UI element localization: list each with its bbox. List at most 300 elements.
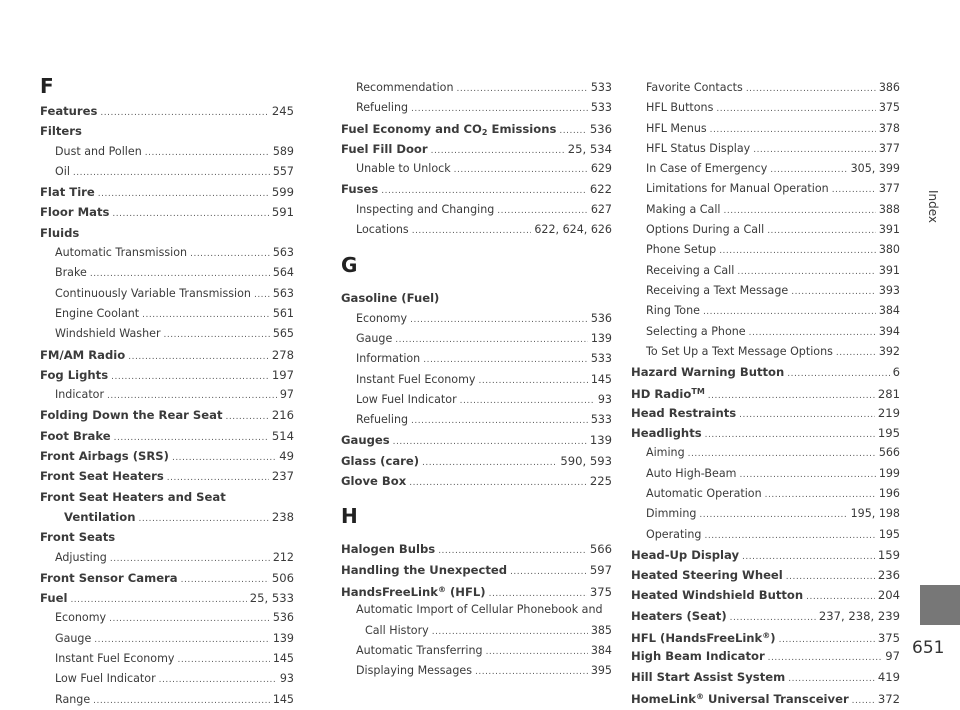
index-entry (40, 405, 294, 425)
leader-dots (753, 140, 876, 159)
entry-name: Auto High-Beam (646, 466, 737, 480)
entry-name: Favorite Contacts (646, 81, 743, 94)
leader-dots (422, 453, 557, 471)
leader-dots (806, 587, 875, 605)
index-subentry (341, 621, 612, 641)
page-reference: 384 (590, 643, 612, 657)
leader-dots (730, 608, 816, 626)
page-reference: 204 (877, 588, 900, 603)
leader-dots (90, 264, 270, 283)
entry-name: Windshield Washer (55, 327, 161, 341)
entry-name: HFL Status Display (646, 141, 751, 155)
leader-dots (409, 473, 587, 491)
entry-name: Limitations for Manual Operation (646, 182, 829, 196)
page-reference: 391 (878, 223, 900, 237)
index-tab-marker (920, 585, 960, 625)
index-entry (341, 471, 612, 491)
leader-dots (456, 79, 587, 98)
index-subentry (341, 390, 612, 410)
page-reference: 195 (878, 527, 900, 541)
leader-dots (107, 386, 277, 405)
index-entry (631, 362, 900, 382)
leader-dots (559, 121, 586, 139)
page-reference: 372 (877, 691, 900, 706)
leader-dots (431, 141, 565, 159)
index-entry (341, 430, 612, 450)
leader-dots (114, 428, 269, 446)
page-reference: 627 (590, 202, 612, 216)
index-entry (341, 179, 612, 199)
leader-dots (111, 367, 269, 385)
page-reference: 236 (877, 568, 900, 583)
leader-dots (724, 201, 876, 220)
entry-name: Heated Windshield Button (631, 588, 804, 603)
entry-name: Receiving a Text Message (646, 283, 789, 297)
page-reference: 145 (272, 692, 294, 706)
page-reference: 514 (271, 428, 294, 443)
page-reference: 378 (878, 121, 900, 135)
page-reference: 197 (271, 367, 294, 382)
index-subentry (631, 301, 900, 321)
index-subentry (631, 281, 900, 301)
page-reference: 597 (589, 562, 612, 577)
index-entry (40, 507, 294, 527)
entry-name: Phone Setup (646, 243, 717, 257)
entry-name: In Case of Emergency (646, 162, 768, 176)
wrapped-entry-line: Automatic Import of Cellular Phonebook and (356, 603, 603, 617)
index-subentry (40, 690, 294, 710)
page-reference: 139 (272, 631, 294, 645)
entry-name: Halogen Bulbs (341, 542, 436, 557)
leader-dots (460, 391, 595, 410)
entry-name: Fuel (40, 591, 68, 606)
index-entry (40, 446, 294, 466)
page-reference: 375 (877, 631, 900, 646)
entry-name: Information (356, 352, 421, 366)
section-letter-f: F (40, 74, 54, 98)
entry-name: Flat Tire (40, 185, 95, 200)
page-reference: 392 (878, 344, 900, 358)
leader-dots (719, 241, 876, 260)
entry-name: Economy (55, 611, 107, 625)
page-reference: 394 (878, 324, 900, 338)
index-subentry (341, 309, 612, 329)
index-column-2 (341, 78, 612, 681)
leader-dots (765, 485, 876, 504)
section-letter-h: H (341, 504, 358, 529)
leader-dots (98, 184, 269, 202)
page-reference: 377 (878, 182, 900, 196)
entry-list (40, 101, 294, 710)
page-reference: 238 (271, 509, 294, 524)
entry-name: Options During a Call (646, 223, 765, 237)
index-subentry (631, 98, 900, 118)
index-subentry (631, 159, 900, 179)
index-subentry (40, 162, 294, 182)
leader-dots (787, 364, 889, 382)
leader-dots (739, 465, 875, 484)
page-reference: 533 (590, 101, 612, 115)
page-reference: 196 (878, 486, 900, 500)
entry-name: Handling the Unexpected (341, 562, 508, 577)
page-reference: 212 (272, 550, 294, 564)
entry-name: Automatic Transferring (356, 643, 483, 657)
entry-name: Instant Fuel Economy (356, 372, 476, 386)
leader-dots (475, 662, 588, 681)
entry-name: Adjusting (55, 550, 107, 564)
index-subentry (631, 78, 900, 98)
entry-name: Refueling (356, 413, 409, 427)
leader-dots (128, 347, 269, 365)
leader-dots (716, 99, 875, 118)
index-entry (631, 667, 900, 687)
index-entry (40, 182, 294, 202)
index-entry (40, 568, 294, 588)
page-reference: 391 (878, 263, 900, 277)
page-reference: 566 (878, 446, 900, 460)
entry-name: Instant Fuel Economy (55, 652, 175, 666)
page-reference: 533 (590, 81, 612, 94)
index-heading: Filters (40, 124, 82, 139)
index-subentry (40, 629, 294, 649)
index-subentry (40, 669, 294, 689)
entry-name: Dust and Pollen (55, 144, 142, 158)
index-subentry (40, 649, 294, 669)
leader-dots (737, 262, 875, 281)
leader-dots (110, 549, 270, 568)
index-subentry (341, 220, 612, 240)
leader-dots (454, 160, 588, 179)
entry-name: Heaters (Seat) (631, 608, 727, 623)
entry-name: Floor Mats (40, 205, 110, 220)
entry-name: Brake (55, 266, 87, 280)
index-entry (631, 646, 900, 666)
index-entry (40, 345, 294, 365)
entry-name: Gauge (356, 331, 393, 345)
entry-list (341, 621, 612, 682)
page-reference: 536 (589, 121, 612, 136)
entry-name: Range (55, 692, 91, 706)
entry-name: Economy (356, 311, 408, 325)
index-subentry (631, 443, 900, 463)
leader-dots (423, 350, 588, 369)
leader-dots (688, 444, 876, 463)
entry-name: Foot Brake (40, 428, 111, 443)
page-reference: 93 (597, 392, 612, 406)
index-heading: Front Seats (40, 530, 116, 545)
page-reference: 97 (885, 649, 900, 664)
entry-name: Indicator (55, 388, 105, 402)
leader-dots (410, 310, 588, 329)
page-reference: 139 (590, 331, 612, 345)
page-reference: 145 (272, 652, 294, 666)
index-subentry (631, 240, 900, 260)
leader-dots (412, 221, 532, 240)
page-reference: 195, 198 (850, 507, 900, 521)
page-reference: 384 (878, 304, 900, 318)
entry-name: Operating (646, 527, 702, 541)
entry-name: Call History (365, 623, 429, 637)
entry-name: Fuel Economy and $CO_2$ Emissions (341, 121, 557, 137)
page-reference: 386 (878, 81, 900, 94)
index-subentry (631, 504, 900, 524)
leader-dots (167, 468, 269, 486)
entry-name: Gauge (55, 631, 92, 645)
entry-name: Features (40, 104, 98, 118)
index-column-3 (631, 78, 900, 707)
page-reference: 237 (271, 469, 294, 484)
index-entry (40, 101, 294, 121)
index-subentry (341, 370, 612, 390)
leader-dots (225, 407, 268, 425)
leader-dots (181, 570, 269, 588)
index-entry (341, 560, 612, 580)
entry-name: Heated Steering Wheel (631, 568, 783, 583)
index-subentry (631, 220, 900, 240)
leader-dots (836, 343, 876, 362)
page-reference: 6 (892, 365, 900, 380)
leader-dots (73, 163, 270, 182)
page-reference: 216 (271, 408, 294, 423)
index-subentry (631, 525, 900, 545)
page-reference: 281 (877, 387, 900, 402)
index-entry (341, 119, 612, 139)
page-reference: 395 (590, 664, 612, 678)
index-subentry (40, 284, 294, 304)
page-reference: 375 (589, 584, 612, 599)
entry-name: Low Fuel Indicator (55, 672, 156, 686)
entry-name: High Beam Indicator (631, 649, 765, 664)
entry-name: Receiving a Call (646, 263, 735, 277)
leader-dots (510, 562, 587, 580)
page-reference: 536 (590, 311, 612, 325)
index-subentry (341, 98, 612, 118)
index-subentry (631, 464, 900, 484)
leader-dots (832, 180, 876, 199)
leader-dots (172, 448, 276, 466)
index-entry (631, 565, 900, 585)
entry-name: HomeLink® Universal Transceiver (631, 691, 849, 706)
leader-dots (489, 584, 587, 600)
section-tab-label: Index (926, 190, 940, 224)
leader-dots (746, 79, 876, 98)
leader-dots (852, 691, 875, 707)
leader-dots (112, 204, 268, 222)
entry-name: Automatic Operation (646, 486, 762, 500)
index-subentry (40, 608, 294, 628)
page-reference: 536 (272, 611, 294, 625)
index-entry (631, 403, 900, 423)
leader-dots (93, 691, 270, 710)
entry-name: Glass (care) (341, 453, 420, 468)
page-reference: 563 (272, 286, 294, 300)
leader-dots (767, 221, 876, 240)
entry-list (341, 78, 612, 240)
leader-dots (159, 670, 277, 689)
index-subentry (40, 324, 294, 344)
index-subentry (40, 304, 294, 324)
leader-dots (190, 244, 270, 263)
entry-list (341, 288, 612, 491)
index-entry (341, 139, 612, 159)
leader-dots (139, 509, 269, 527)
page-reference: 564 (272, 266, 294, 280)
entry-name: Gauges (341, 433, 390, 448)
entry-name: Ventilation (64, 509, 136, 524)
index-subentry (40, 385, 294, 405)
entry-name: Head Restraints (631, 405, 737, 420)
index-subentry (341, 661, 612, 681)
page-reference: 591 (271, 205, 294, 220)
leader-dots (497, 201, 588, 220)
leader-dots (411, 411, 588, 430)
entry-name: HFL Buttons (646, 101, 714, 115)
index-entry (341, 539, 612, 559)
page-reference: 159 (877, 547, 900, 562)
index-subentry (631, 342, 900, 362)
index-subentry (341, 410, 612, 430)
leader-dots (142, 305, 270, 324)
index-column-1 (40, 73, 294, 710)
index-entry (40, 426, 294, 446)
index-entry (40, 202, 294, 222)
leader-dots (438, 541, 587, 559)
page-reference: 377 (878, 141, 900, 155)
leader-dots (708, 386, 875, 402)
index-subentry (631, 484, 900, 504)
entry-name: HFL (HandsFreeLink®) (631, 631, 776, 646)
page-reference: 93 (279, 672, 294, 686)
entry-name: Low Fuel Indicator (356, 392, 457, 406)
index-subentry (631, 139, 900, 159)
index-subentry (631, 261, 900, 281)
index-entry (631, 382, 900, 402)
page-reference: 375 (878, 101, 900, 115)
leader-dots (478, 371, 587, 390)
index-subentry (341, 329, 612, 349)
entry-name: HandsFreeLink® (HFL) (341, 584, 486, 599)
entry-name: Fuses (341, 182, 379, 197)
index-heading: Gasoline (Fuel) (341, 291, 440, 306)
page-reference: 199 (878, 466, 900, 480)
entry-name: Locations (356, 223, 409, 237)
entry-name: Hazard Warning Button (631, 365, 785, 380)
index-subentry (40, 548, 294, 568)
entry-name: Oil (55, 164, 70, 178)
page-reference: 305, 399 (850, 162, 900, 176)
page-reference: 145 (590, 372, 612, 386)
page-number: 651 (912, 638, 945, 658)
index-entry (40, 365, 294, 385)
leader-dots (109, 609, 270, 628)
index-heading: Front Seat Heaters and Seat (40, 489, 226, 504)
leader-dots (254, 285, 270, 304)
page-reference: 219 (877, 405, 900, 420)
index-entry (631, 626, 900, 646)
entry-name: Front Seat Heaters (40, 469, 164, 484)
page-reference: 97 (279, 388, 294, 402)
leader-dots (393, 432, 587, 450)
index-subentry (341, 349, 612, 369)
index-entry (40, 466, 294, 486)
entry-name: Unable to Unlock (356, 162, 451, 176)
leader-dots (791, 282, 876, 301)
index-entry (631, 606, 900, 626)
page-reference: 533 (590, 352, 612, 366)
page-reference: 380 (878, 243, 900, 257)
leader-dots (164, 325, 270, 344)
index-subentry (631, 119, 900, 139)
page-reference: 563 (272, 246, 294, 260)
index-entry (341, 580, 612, 600)
entry-name: Front Airbags (SRS) (40, 449, 169, 464)
entry-name: Dimming (646, 507, 697, 521)
index-subentry (631, 179, 900, 199)
entry-name: Displaying Messages (356, 664, 472, 678)
index-subentry (631, 200, 900, 220)
entry-name: Selecting a Phone (646, 324, 746, 338)
index-entry (341, 451, 612, 471)
index-entry (631, 423, 900, 443)
page-reference: 385 (590, 623, 612, 637)
leader-dots (705, 425, 875, 443)
leader-dots (411, 99, 588, 118)
entry-name: Making a Call (646, 202, 721, 216)
page-reference: 557 (272, 164, 294, 178)
entry-name: Folding Down the Rear Seat (40, 408, 223, 423)
page-reference: 25, 534 (567, 141, 612, 156)
entry-name: Automatic Transmission (55, 246, 188, 260)
entry-name: HD Radio™ (631, 387, 705, 402)
leader-dots (742, 547, 875, 565)
entry-name: Fog Lights (40, 367, 109, 382)
page-reference: 533 (590, 413, 612, 427)
leader-dots (94, 630, 270, 649)
entry-name: Hill Start Assist System (631, 669, 786, 684)
entry-name: Aiming (646, 446, 685, 460)
page-reference: 237, 238, 239 (818, 608, 900, 623)
leader-dots (486, 642, 588, 661)
index-entry (40, 588, 294, 608)
leader-dots (145, 143, 270, 162)
entry-name: Continuously Variable Transmission (55, 286, 251, 300)
entry-name: Head-Up Display (631, 547, 740, 562)
page-reference: 566 (589, 542, 612, 557)
leader-dots (100, 103, 268, 121)
entry-name: HFL Menus (646, 121, 707, 135)
leader-dots (749, 323, 876, 342)
leader-dots (395, 330, 588, 349)
leader-dots (177, 650, 269, 669)
index-subentry (341, 159, 612, 179)
index-subentry (40, 263, 294, 283)
index-subentry (341, 641, 612, 661)
entry-name: Front Sensor Camera (40, 570, 178, 585)
entry-name: Glove Box (341, 474, 407, 489)
leader-dots (699, 505, 847, 524)
page-reference: 393 (878, 283, 900, 297)
index-subentry (40, 142, 294, 162)
entry-name: Recommendation (356, 81, 454, 94)
page-reference: 278 (271, 347, 294, 362)
page-reference: 49 (279, 449, 294, 464)
page-reference: 565 (272, 327, 294, 341)
page-reference: 589 (272, 144, 294, 158)
leader-dots (432, 622, 588, 641)
page-reference: 622, 624, 626 (534, 223, 612, 237)
index-entry (631, 585, 900, 605)
page-reference: 622 (589, 182, 612, 197)
